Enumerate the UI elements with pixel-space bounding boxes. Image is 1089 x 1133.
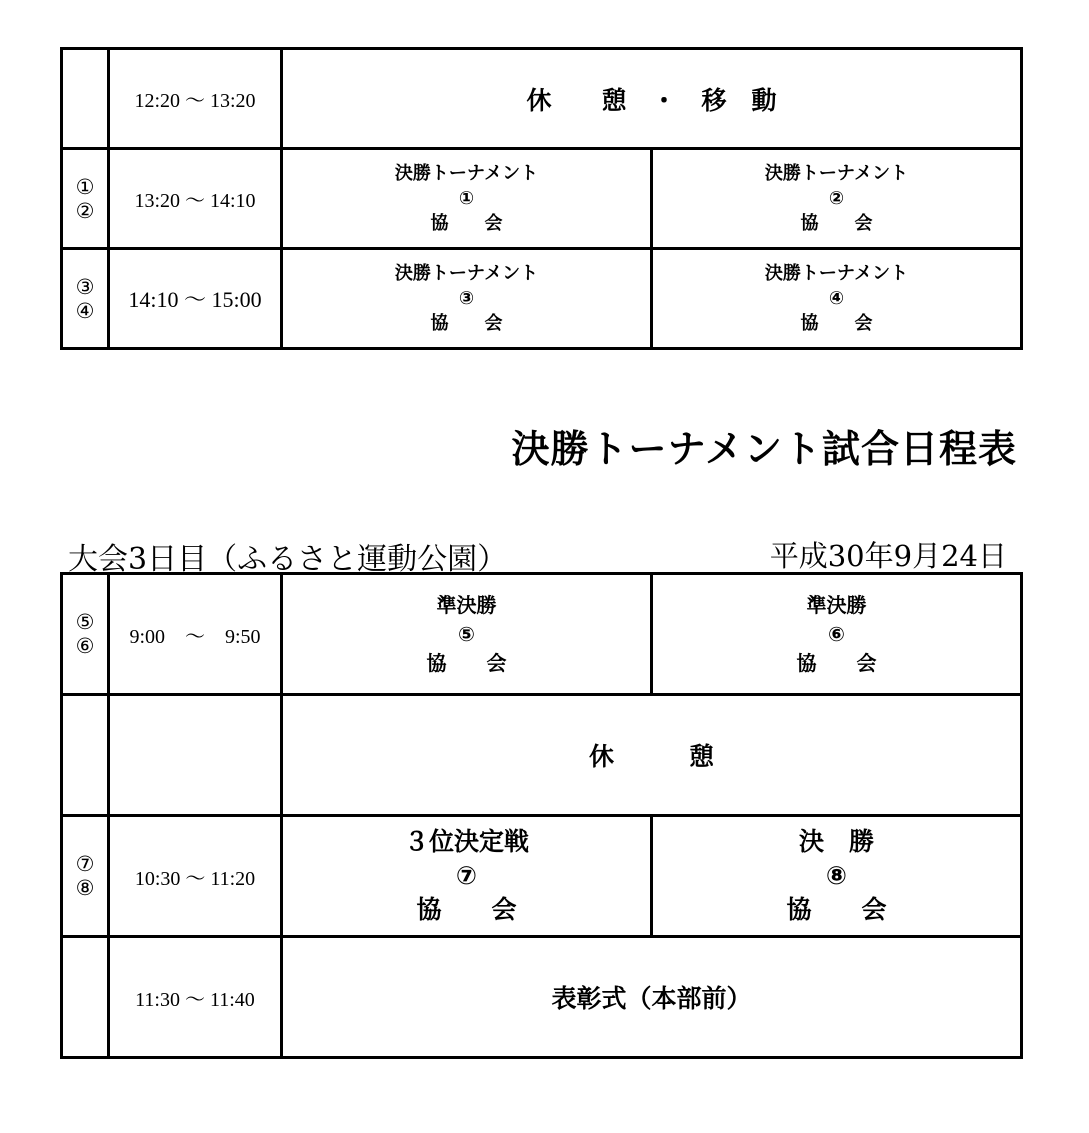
association-label: 協 会 <box>430 313 503 334</box>
table-row-rest <box>62 695 1022 816</box>
association-label: 協 会 <box>416 895 517 924</box>
match-number-cell <box>62 695 109 816</box>
day-label: 大会3日目（ふるさと運動公園） <box>68 542 508 577</box>
match-number-cell <box>62 816 109 937</box>
match-number: ⑤ <box>458 621 475 646</box>
match-title: 決勝トーナメント <box>394 163 539 184</box>
match-number: ④ <box>75 298 95 323</box>
schedule-table-day3 <box>60 572 1023 1059</box>
time-cell: 12:20 ～ 13:20 <box>109 49 282 149</box>
time-cell <box>109 695 282 816</box>
match-title: 決勝トーナメント <box>764 163 909 184</box>
match-title: 準決勝 <box>436 592 497 617</box>
match-number-cell <box>62 49 109 149</box>
match-title: 決勝トーナメント <box>394 263 539 284</box>
match-number: ③ <box>75 274 95 299</box>
match-cell <box>282 816 652 937</box>
break-label: 休 憩 ・ 移 動 <box>282 49 1022 149</box>
match-number: ④ <box>828 288 845 309</box>
association-label: 協 会 <box>426 650 507 675</box>
time-cell: 10:30 ～ 11:20 <box>109 816 282 937</box>
association-label: 協 会 <box>800 313 873 334</box>
match-number: ① <box>458 188 475 209</box>
table-row-break <box>62 49 1022 149</box>
table-row <box>62 249 1022 349</box>
match-title: ３位決定戦 <box>403 827 529 856</box>
association-label: 協 会 <box>430 213 503 234</box>
match-title: 準決勝 <box>806 592 867 617</box>
time-cell: 14:10 ～ 15:00 <box>109 249 282 349</box>
match-number-cell <box>62 937 109 1058</box>
association-label: 協 会 <box>786 895 887 924</box>
match-number: ⑤ <box>75 610 95 634</box>
match-number: ⑦ <box>75 852 95 876</box>
date-label: 平成30年9月24日 <box>769 539 1007 573</box>
match-cell <box>282 574 652 695</box>
time-cell: 11:30 ～ 11:40 <box>109 937 282 1058</box>
match-number: ② <box>828 188 845 209</box>
match-number: ① <box>75 174 95 199</box>
match-cell <box>652 816 1022 937</box>
match-cell <box>652 149 1022 249</box>
match-number: ⑦ <box>455 861 478 890</box>
match-number: ② <box>75 198 95 223</box>
table-row-final <box>62 816 1022 937</box>
association-label: 協 会 <box>800 213 873 234</box>
match-cell <box>652 249 1022 349</box>
time-cell: 13:20 ～ 14:10 <box>109 149 282 249</box>
match-title: 決勝トーナメント <box>764 263 909 284</box>
ceremony-label: 表彰式（本部前） <box>282 937 1022 1058</box>
match-number: ⑧ <box>75 876 95 900</box>
match-number-cell <box>62 574 109 695</box>
match-number-cell <box>62 249 109 349</box>
match-number: ⑥ <box>75 634 95 658</box>
match-number: ③ <box>458 288 475 309</box>
rest-label: 休 憩 <box>282 695 1022 816</box>
match-title: 決 勝 <box>798 827 874 856</box>
schedule-table-day2 <box>60 47 1023 350</box>
table-row-semifinal <box>62 574 1022 695</box>
association-label: 協 会 <box>796 650 877 675</box>
match-number-cell <box>62 149 109 249</box>
match-number: ⑧ <box>825 861 848 890</box>
time-cell: 9:00 ～ 9:50 <box>109 574 282 695</box>
table-row <box>62 149 1022 249</box>
match-cell <box>282 249 652 349</box>
match-number: ⑥ <box>828 621 845 646</box>
match-cell <box>282 149 652 249</box>
page-title: 決勝トーナメント試合日程表 <box>511 427 1017 471</box>
table-row-ceremony <box>62 937 1022 1058</box>
match-cell <box>652 574 1022 695</box>
